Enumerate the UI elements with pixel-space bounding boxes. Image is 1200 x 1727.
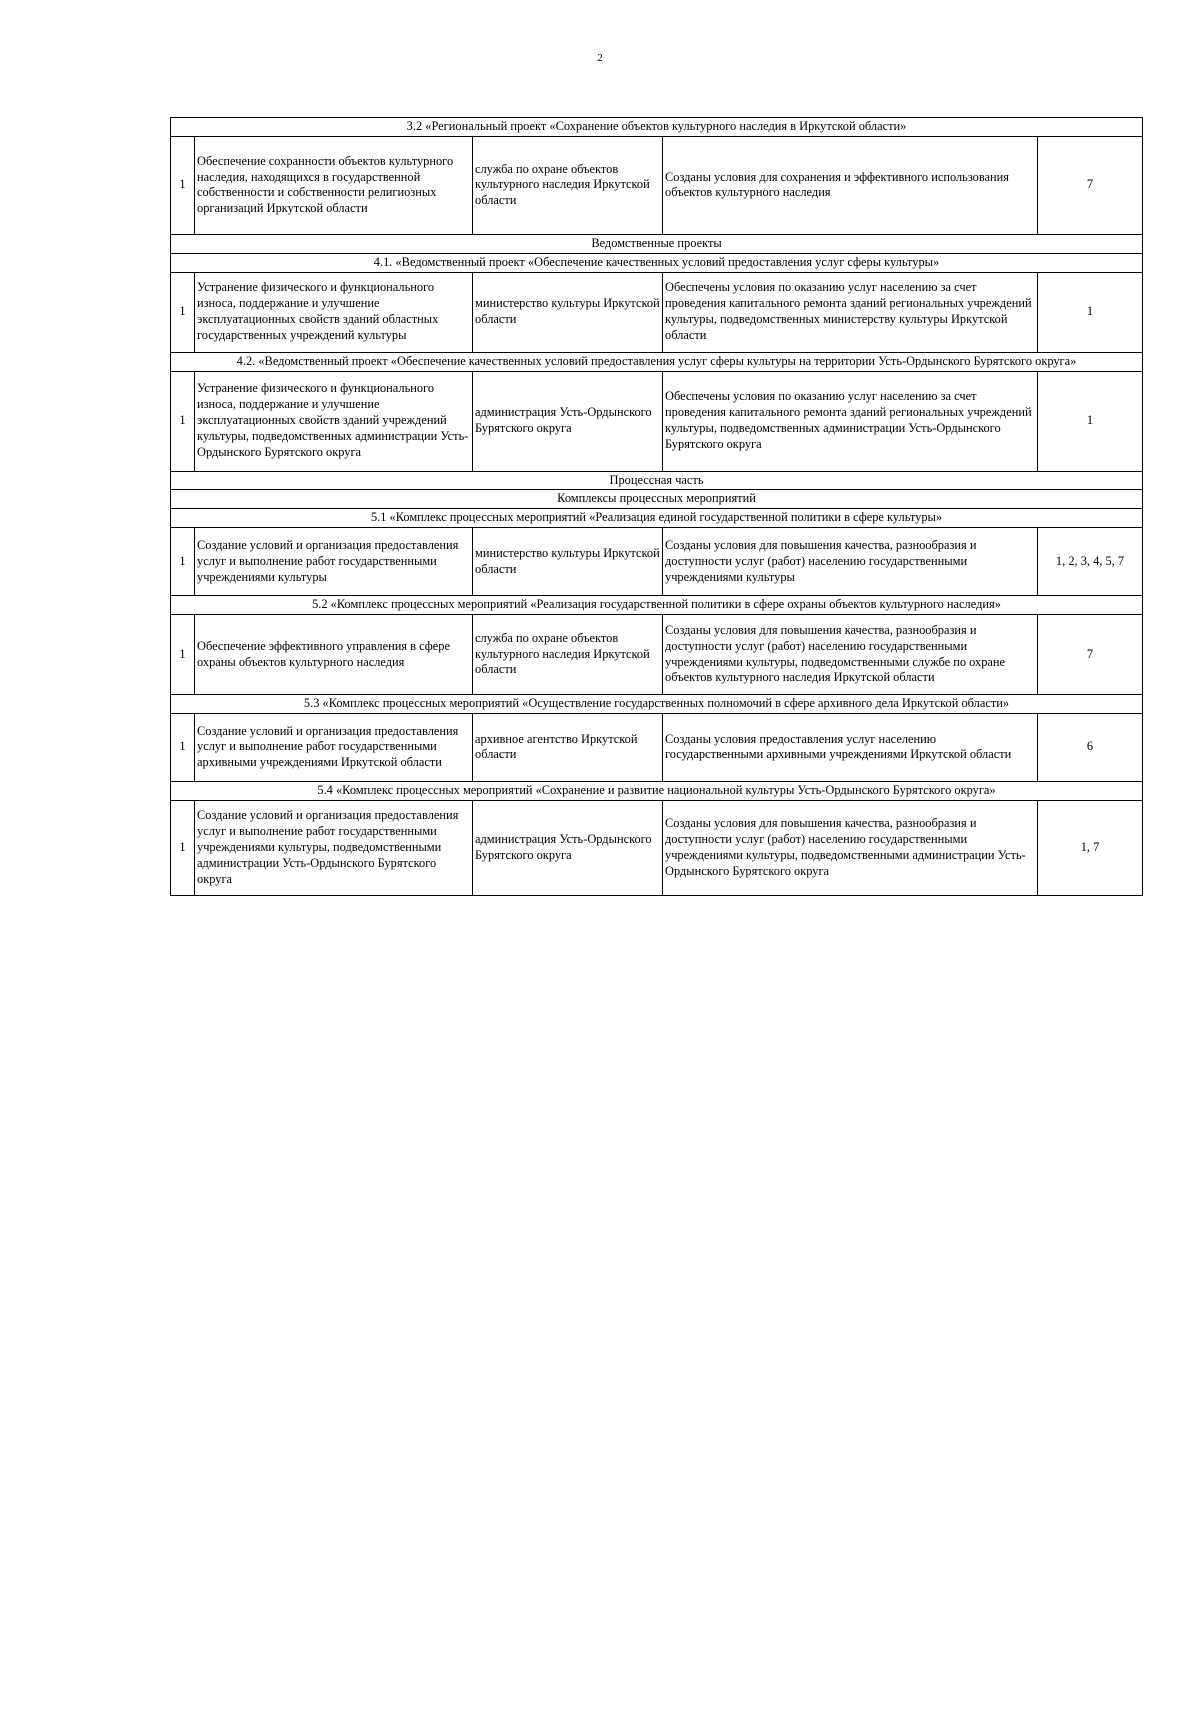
indicator-link: 1, 2, 3, 4, 5, 7	[1038, 528, 1143, 596]
section-title: Ведомственные проекты	[171, 234, 1143, 253]
indicator-link: 1, 7	[1038, 800, 1143, 895]
page-number: 2	[597, 52, 603, 64]
section-title: 5.3 «Комплекс процессных мероприятий «Осуществление государственных полномочий в сфере архивного дела Иркутской области»	[171, 695, 1143, 714]
indicator-link: 7	[1038, 136, 1143, 234]
section-header-row	[171, 471, 1143, 490]
section-title: Процессная часть	[171, 471, 1143, 490]
expected-effect: Созданы условия предоставления услуг населению государственными архивными учреждениями Иркутской области	[663, 713, 1038, 781]
responsible-executor: служба по охране объектов культурного наследия Иркутской области	[473, 615, 663, 695]
indicator-link: 1	[1038, 371, 1143, 471]
section-title: 5.4 «Комплекс процессных мероприятий «Сохранение и развитие национальной культуры Усть-Ордынского Бурятского округа»	[171, 781, 1143, 800]
section-header-row	[171, 118, 1143, 137]
expected-effect: Созданы условия для сохранения и эффективного использования объектов культурного наследия	[663, 136, 1038, 234]
section-title: 3.2 «Региональный проект «Сохранение объектов культурного наследия в Иркутской области»	[171, 118, 1143, 137]
section-header-row	[171, 490, 1143, 509]
section-header-row	[171, 509, 1143, 528]
table-row	[171, 528, 1143, 596]
section-title: 5.2 «Комплекс процессных мероприятий «Реализация государственной политики в сфере охраны объектов культурного наследия»	[171, 596, 1143, 615]
table-row	[171, 371, 1143, 471]
indicator-link: 7	[1038, 615, 1143, 695]
row-number: 1	[171, 272, 195, 352]
responsible-executor: администрация Усть-Ордынского Бурятского округа	[473, 371, 663, 471]
section-title: 5.1 «Комплекс процессных мероприятий «Реализация единой государственной политики в сфере культуры»	[171, 509, 1143, 528]
section-title: 4.2. «Ведомственный проект «Обеспечение качественных условий предоставления услуг сферы культуры на территории Усть-Ордынского Бурятского округа»	[171, 352, 1143, 371]
row-number: 1	[171, 615, 195, 695]
structure-table	[170, 117, 1143, 896]
section-title: 4.1. «Ведомственный проект «Обеспечение качественных условий предоставления услуг сферы культуры»	[171, 253, 1143, 272]
row-number: 1	[171, 713, 195, 781]
section-header-row	[171, 234, 1143, 253]
task-name: Создание условий и организация предоставления услуг и выполнение работ государственными учреждениями культуры, подведомственными администрации Усть-Ордынского Бурятского округа	[195, 800, 473, 895]
task-name: Устранение физического и функционального износа, поддержание и улучшение эксплуатационных свойств зданий учреждений культуры, подведомственных администрации Усть-Ордынского Бурятского округа	[195, 371, 473, 471]
section-title: Комплексы процессных мероприятий	[171, 490, 1143, 509]
row-number: 1	[171, 800, 195, 895]
table-row	[171, 136, 1143, 234]
task-name: Устранение физического и функционального износа, поддержание и улучшение эксплуатационных свойств зданий областных государственных учреждений культуры	[195, 272, 473, 352]
table-row	[171, 615, 1143, 695]
task-name: Создание условий и организация предоставления услуг и выполнение работ государственными учреждениями культуры	[195, 528, 473, 596]
table-row	[171, 800, 1143, 895]
row-number: 1	[171, 371, 195, 471]
expected-effect: Созданы условия для повышения качества, разнообразия и доступности услуг (работ) населению государственными учреждениями культуры, подведомственными службе по охране объектов культурного наследия Иркутской области	[663, 615, 1038, 695]
indicator-link: 6	[1038, 713, 1143, 781]
responsible-executor: министерство культуры Иркутской области	[473, 528, 663, 596]
task-name: Создание условий и организация предоставления услуг и выполнение работ государственными архивными учреждениями Иркутской области	[195, 713, 473, 781]
section-header-row	[171, 596, 1143, 615]
section-header-row	[171, 352, 1143, 371]
expected-effect: Обеспечены условия по оказанию услуг населению за счет проведения капитального ремонта зданий региональных учреждений культуры, подведомственных администрации Усть-Ордынского Бурятского округа	[663, 371, 1038, 471]
row-number: 1	[171, 528, 195, 596]
indicator-link: 1	[1038, 272, 1143, 352]
responsible-executor: архивное агентство Иркутской области	[473, 713, 663, 781]
section-header-row	[171, 781, 1143, 800]
section-header-row	[171, 695, 1143, 714]
responsible-executor: министерство культуры Иркутской области	[473, 272, 663, 352]
task-name: Обеспечение сохранности объектов культурного наследия, находящихся в государственной собственности и собственности религиозных организаций Иркутской области	[195, 136, 473, 234]
row-number: 1	[171, 136, 195, 234]
expected-effect: Обеспечены условия по оказанию услуг населению за счет проведения капитального ремонта зданий региональных учреждений культуры, подведомственных министерству культуры Иркутской области	[663, 272, 1038, 352]
section-header-row	[171, 253, 1143, 272]
table-row	[171, 272, 1143, 352]
responsible-executor: служба по охране объектов культурного наследия Иркутской области	[473, 136, 663, 234]
task-name: Обеспечение эффективного управления в сфере охраны объектов культурного наследия	[195, 615, 473, 695]
responsible-executor: администрация Усть-Ордынского Бурятского округа	[473, 800, 663, 895]
table-row	[171, 713, 1143, 781]
expected-effect: Созданы условия для повышения качества, разнообразия и доступности услуг (работ) населению государственными учреждениями культуры, подведомственными администрации Усть-Ордынского Бурятского округа	[663, 800, 1038, 895]
expected-effect: Созданы условия для повышения качества, разнообразия и доступности услуг (работ) населению государственными учреждениями культуры	[663, 528, 1038, 596]
